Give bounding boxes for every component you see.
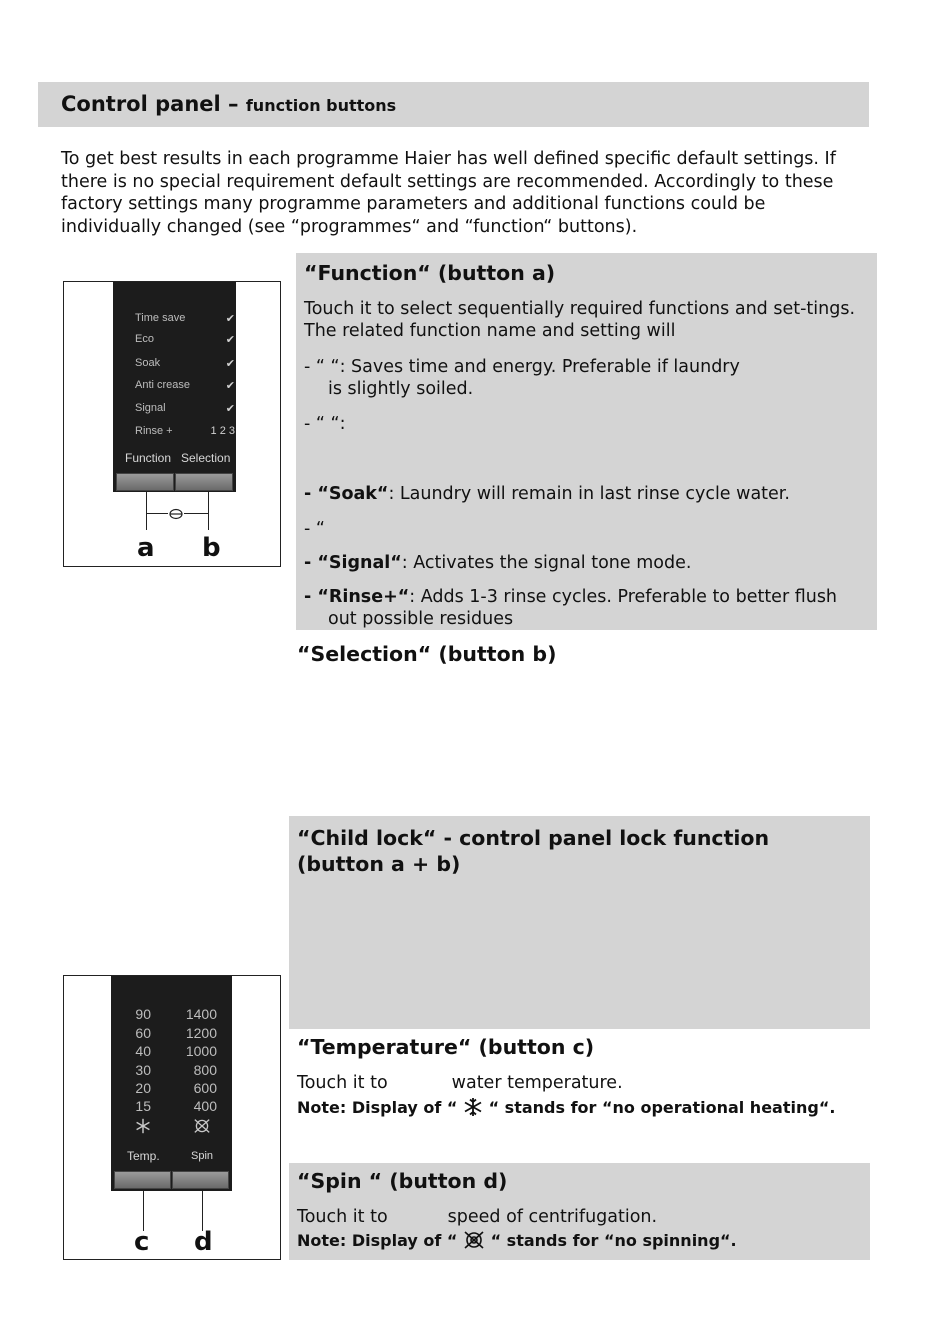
temp-60: 60 (135, 1025, 151, 1041)
page-title: Control panel – function buttons (61, 92, 397, 116)
temp-spin-panel-illustration (63, 975, 281, 1260)
function-panel-display (113, 282, 236, 492)
spin-1200: 1200 (185, 1025, 217, 1041)
function-panel-illustration (63, 281, 281, 567)
spin-400: 400 (193, 1098, 217, 1114)
selection-button[interactable] (175, 473, 233, 491)
child-lock-icon (168, 506, 184, 525)
label-d: d (194, 1227, 213, 1257)
spin-button-label: Spin (191, 1150, 214, 1162)
spin-1400: 1400 (185, 1006, 217, 1022)
temp-40: 40 (135, 1043, 151, 1059)
spin-note: Note: Display of “ “ stands for “no spinning“. (297, 1230, 737, 1254)
menu-time-save: Time save ✔ (135, 312, 235, 325)
temperature-text: Touch it to water temperature. (297, 1073, 623, 1093)
menu-rinse: Rinse + 1 2 3 (135, 425, 235, 437)
temp-20: 20 (135, 1080, 151, 1096)
leader-join-right (184, 513, 208, 514)
spin-text: Touch it to speed of centrifugation. (297, 1207, 658, 1227)
page-subtitle: function buttons (245, 96, 397, 115)
temperature-heading: “Temperature“ (button c) (297, 1035, 595, 1059)
label-c: c (134, 1227, 150, 1257)
temp-button-label: Temp. (127, 1149, 160, 1163)
function-item-rinse: - “Rinse+“: Adds 1-3 rinse cycles. Preferable to better flush out possible residues (304, 587, 838, 629)
temp-30: 30 (135, 1062, 151, 1078)
menu-eco: Eco ✔ (135, 333, 235, 346)
temp-90: 90 (135, 1006, 151, 1022)
function-item-timesave: - “ “: Saves time and energy. Preferable if laundry is slightly soiled. (304, 357, 740, 399)
function-item-anticrease: - “ (304, 519, 325, 539)
selection-button-label: Selection (181, 451, 231, 465)
panel-no-spin-icon (193, 1118, 211, 1139)
childlock-heading-line2: (button a + b) (297, 852, 461, 876)
temp-spin-panel-display (111, 976, 232, 1191)
menu-soak: Soak ✔ (135, 357, 235, 370)
label-b: b (202, 533, 221, 563)
leader-c (143, 1191, 144, 1231)
leader-d (202, 1191, 203, 1231)
function-item-signal: - “Signal“: Activates the signal tone mode. (304, 553, 692, 573)
function-item-soak: - “Soak“: Laundry will remain in last rinse cycle water. (304, 484, 790, 504)
function-item-eco: - “ “: (304, 414, 346, 434)
menu-anti-crease: Anti crease ✔ (135, 379, 235, 392)
temp-15: 15 (135, 1098, 151, 1114)
spin-800: 800 (193, 1062, 217, 1078)
function-button[interactable] (116, 473, 174, 491)
leader-join-left (146, 513, 168, 514)
spin-600: 600 (193, 1080, 217, 1096)
intro-paragraph: To get best results in each programme Haier has well defined specific default settings. If there is no special requirement default settings are recommended. Accordingly to these factory settings many programme parameters and additional functions could be individually changed (see “programmes“ and “function“ buttons). (61, 149, 836, 237)
no-spin-icon (463, 1230, 485, 1254)
spin-heading: “Spin “ (button d) (297, 1169, 508, 1193)
label-a: a (137, 533, 155, 563)
function-text: Touch it to select sequentially required functions and set-tings. The related function name and setting will (304, 299, 856, 341)
function-heading: “Function“ (button a) (304, 261, 556, 285)
temperature-button[interactable] (114, 1171, 171, 1189)
selection-heading: “Selection“ (button b) (297, 642, 557, 666)
temperature-note: Note: Display of “ “ stands for “no operational heating“. (297, 1097, 835, 1121)
function-button-label: Function (125, 451, 172, 465)
spin-1000: 1000 (185, 1043, 217, 1059)
panel-snowflake-icon (135, 1118, 151, 1139)
snowflake-icon (463, 1097, 483, 1121)
childlock-heading-line1: “Child lock“ - control panel lock function (297, 826, 770, 850)
leader-a (146, 492, 147, 530)
spin-button[interactable] (172, 1171, 229, 1189)
menu-signal: Signal ✔ (135, 402, 235, 415)
leader-b (208, 492, 209, 530)
